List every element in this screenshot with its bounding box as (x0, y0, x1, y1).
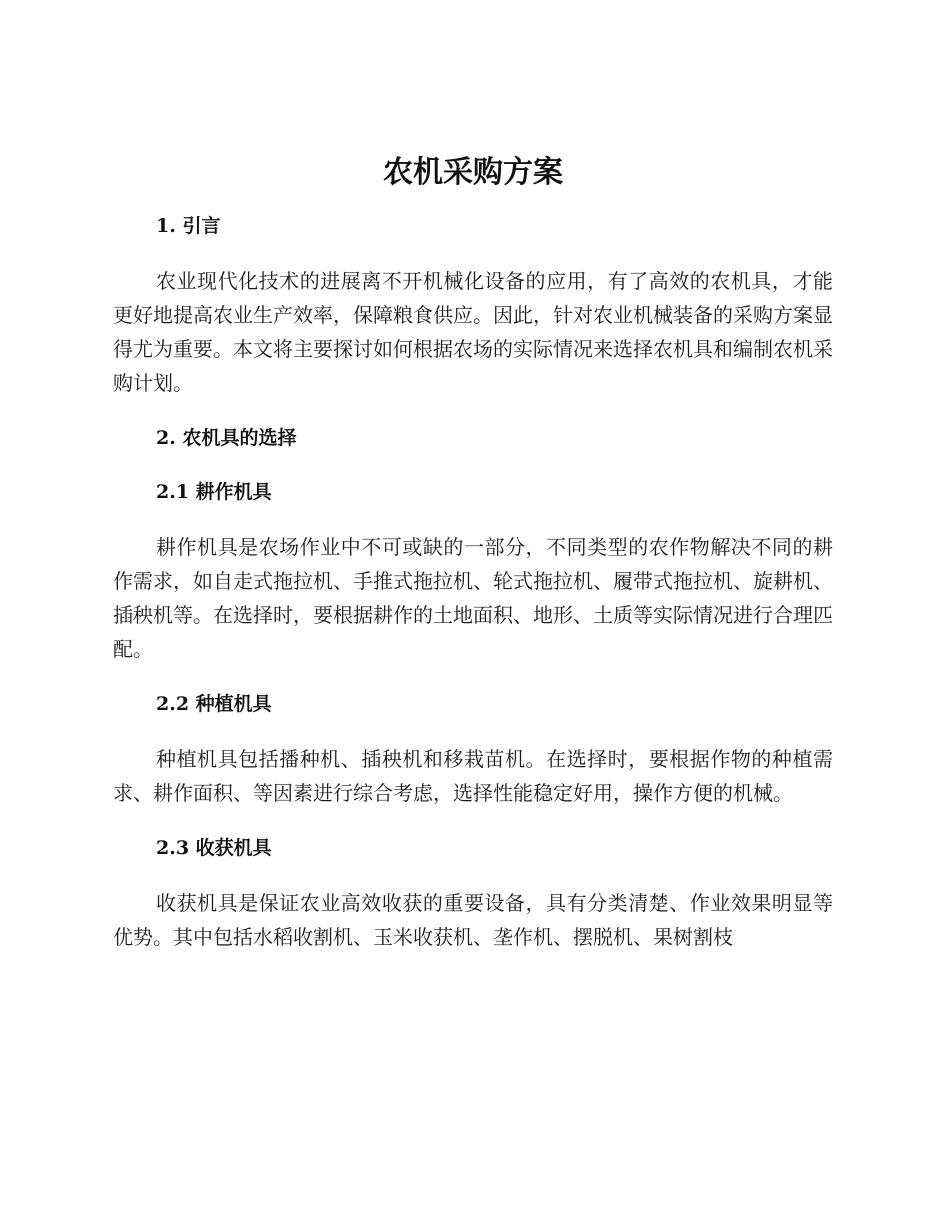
section-heading-tillage-machinery: 2.1 耕作机具 (156, 481, 272, 503)
section-heading-planting-machinery: 2.2 种植机具 (156, 693, 272, 715)
paragraph-harvesting-machinery: 收获机具是保证农业高效收获的重要设备，具有分类清楚、作业效果明显等优势。其中包括水稻收割机、玉米收获机、垄作机、摆脱机、果树割枝 (113, 891, 833, 949)
section-heading-machinery-selection: 2. 农机具的选择 (156, 427, 297, 449)
section-heading-harvesting-machinery: 2.3 收获机具 (156, 837, 272, 859)
paragraph-planting-machinery: 种植机具包括播种机、插秧机和移栽苗机。在选择时，要根据作物的种植需求、耕作面积、等因素进行综合考虑，选择性能稳定好用，操作方便的机械。 (113, 747, 833, 805)
document-title: 农机采购方案 (383, 155, 563, 190)
paragraph-introduction: 农业现代化技术的进展离不开机械化设备的应用，有了高效的农机具，才能更好地提高农业生产效率，保障粮食供应。因此，针对农业机械装备的采购方案显得尤为重要。本文将主要探讨如何根据农场的实际情况来选择农机具和编制农机采购计划。 (113, 269, 833, 395)
section-heading-introduction: 1. 引言 (156, 215, 221, 237)
paragraph-tillage-machinery: 耕作机具是农场作业中不可或缺的一部分，不同类型的农作物解决不同的耕作需求，如自走式拖拉机、手推式拖拉机、轮式拖拉机、履带式拖拉机、旋耕机、插秧机等。在选择时，要根据耕作的土地面积、地形、土质等实际情况进行合理匹配。 (113, 535, 833, 661)
document-body (113, 150, 833, 976)
